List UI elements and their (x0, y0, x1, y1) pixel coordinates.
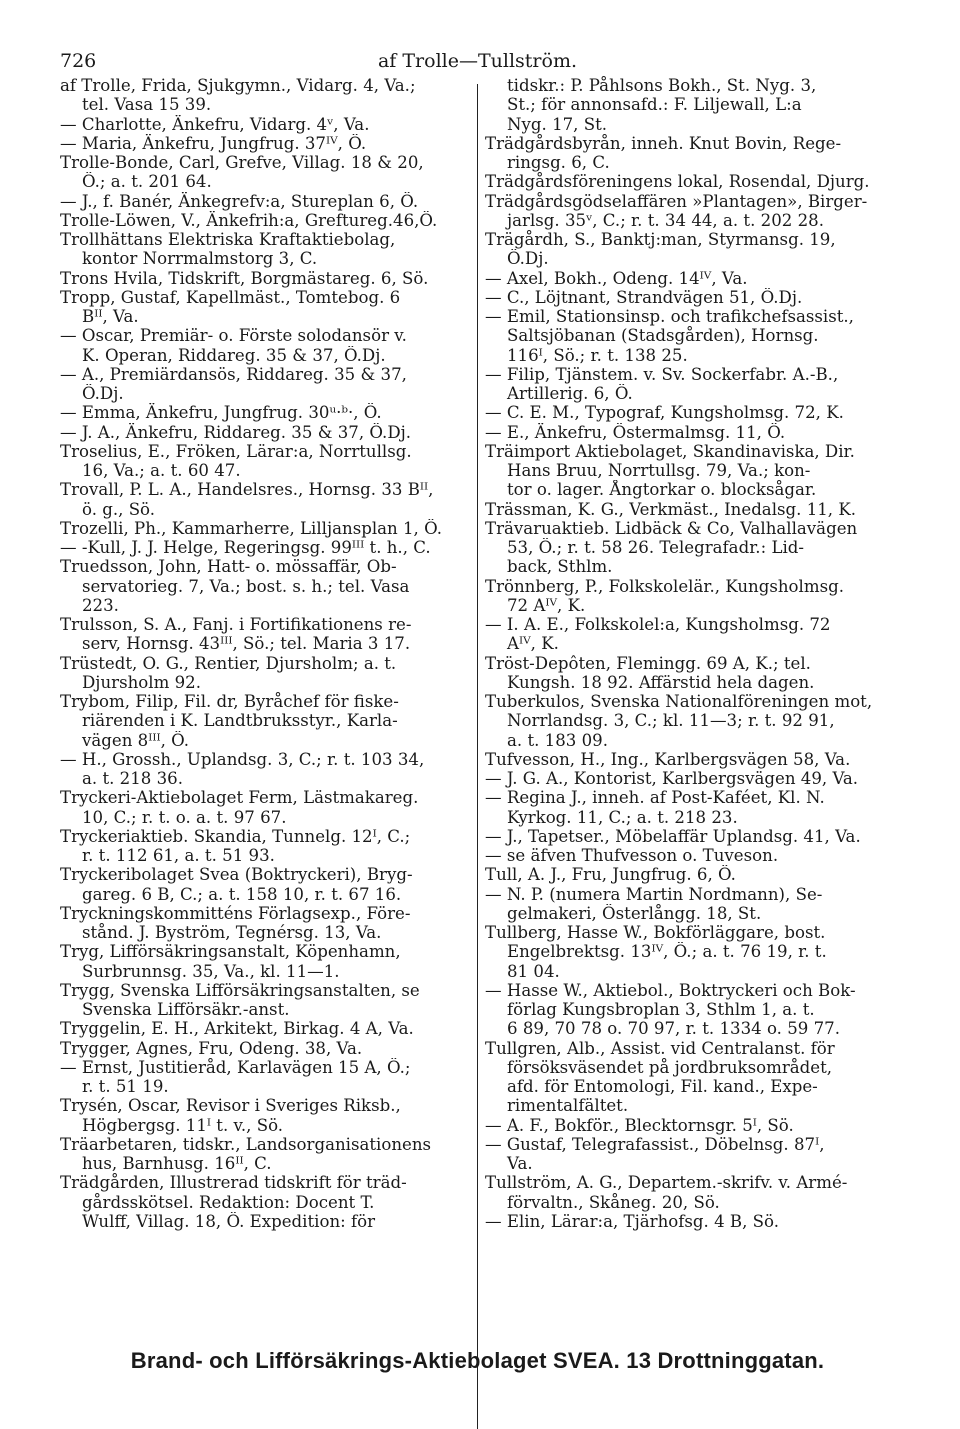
directory-line: — Hasse W., Aktiebol., Boktryckeri och Bok- (485, 980, 856, 1000)
directory-line: riärenden i K. Landtbruksstyr., Karla- (82, 711, 398, 731)
directory-line: Aᴵⱽ, K. (507, 634, 559, 654)
directory-line: Bᴵᴵ, Va. (82, 307, 139, 326)
directory-line: Tryckeriaktieb. Skandia, Tunnelg. 12ᴵ, C.; (60, 826, 411, 846)
directory-line: — se äfven Thufvesson o. Tuveson. (485, 846, 779, 865)
directory-line: Träimport Aktiebolaget, Skandinaviska, Dir. (485, 441, 855, 461)
directory-line: Trozelli, Ph., Kammarherre, Lilljansplan 1, Ö. (60, 518, 443, 538)
directory-line: kontor Norrmalmstorg 3, C. (82, 249, 318, 269)
page-header (60, 50, 895, 74)
directory-line: — J., Tapetser., Möbelaffär Uplandsg. 41, Va. (485, 826, 861, 846)
directory-line: Trysén, Oscar, Revisor i Sveriges Riksb., (60, 1096, 401, 1116)
directory-line: — Emil, Stationsinsp. och trafikchefsassist., (485, 307, 854, 326)
directory-line: tor o. lager. Ångtorkar o. blocksågar. (507, 480, 817, 500)
directory-line: Trüstedt, O. G., Rentier, Djursholm; a. t. (60, 653, 397, 673)
directory-line: 6 89, 70 78 o. 70 97, r. t. 1334 o. 59 77. (507, 1019, 840, 1039)
directory-line: Trolle-Löwen, V., Änkefrih:a, Greftureg.46,Ö. (60, 210, 438, 230)
directory-line: tel. Vasa 15 39. (82, 95, 212, 115)
directory-line: servatorieg. 7, Va.; bost. s. h.; tel. Vasa (82, 576, 410, 596)
directory-line: — Axel, Bokh., Odeng. 14ᴵⱽ, Va. (485, 268, 748, 288)
directory-line: Träarbetaren, tidskr., Landsorganisationens (60, 1134, 432, 1154)
directory-line: Trävaruaktieb. Lidbäck & Co, Valhallavägen (485, 518, 858, 538)
directory-line: förvaltn., Skåneg. 20, Sö. (507, 1192, 720, 1212)
directory-line: Trollhättans Elektriska Kraftaktiebolag, (60, 230, 396, 249)
directory-line: Surbrunnsg. 35, Va., kl. 11—1. (82, 961, 340, 981)
directory-line: ö. g., Sö. (82, 499, 156, 519)
directory-line: Tuberkulos, Svenska Nationalföreningen mot, (485, 692, 873, 711)
directory-line: försöksväsendet på jordbruksområdet, (507, 1057, 833, 1077)
directory-line: K. Operan, Riddareg. 35 & 37, Ö.Dj. (82, 345, 386, 365)
directory-line: back, Sthlm. (507, 557, 613, 577)
directory-line: Tröst-Depôten, Flemingg. 69 A, K.; tel. (485, 653, 811, 673)
directory-line: gelmakeri, Österlångg. 18, St. (507, 903, 762, 923)
directory-line: 10, C.; r. t. o. a. t. 97 67. (82, 807, 287, 827)
directory-line: Trönnberg, P., Folkskolelär., Kungsholmsg. (485, 576, 844, 596)
directory-line: Truedsson, John, Hatt- o. mössaffär, Ob- (60, 557, 397, 577)
directory-line: Svenska Lifförsäkr.-anst. (82, 1000, 290, 1019)
directory-line: r. t. 112 61, a. t. 51 93. (82, 846, 275, 865)
directory-line: Ö.Dj. (82, 384, 124, 403)
directory-line: — C. E. M., Typograf, Kungsholmsg. 72, K. (485, 403, 844, 423)
directory-line: Tryckeribolaget Svea (Boktryckeri), Bryg- (60, 865, 413, 885)
directory-line: Va. (507, 1154, 533, 1173)
directory-line: 81 04. (507, 961, 560, 981)
directory-line: serv, Hornsg. 43ᴵᴵᴵ, Sö.; tel. Maria 3 17. (82, 634, 411, 654)
directory-line: Trygg, Svenska Lifförsäkringsanstalten, se (60, 980, 420, 1000)
directory-line: hus, Barnhusg. 16ᴵᴵ, C. (82, 1154, 272, 1173)
directory-line: — Oscar, Premiär- o. Förste solodansör v. (60, 326, 407, 346)
directory-line: — J. G. A., Kontorist, Karlbergsvägen 49, Va. (485, 769, 859, 788)
directory-line: — J. A., Änkefru, Riddareg. 35 & 37, Ö.Dj. (60, 422, 412, 442)
directory-line: Kyrkog. 11, C.; a. t. 218 23. (507, 807, 738, 827)
directory-line: Troselius, E., Fröken, Lärar:a, Norrtullsg. (60, 441, 412, 461)
directory-line: 72 Aᴵⱽ, K. (507, 595, 586, 615)
directory-line: a. t. 218 36. (82, 769, 183, 788)
directory-line: — A., Premiärdansös, Riddareg. 35 & 37, (60, 364, 407, 384)
directory-line: — Regina J., inneh. af Post-Kaféet, Kl. N. (485, 788, 825, 808)
directory-line: Trons Hvila, Tidskrift, Borgmästareg. 6, Sö. (60, 268, 429, 288)
directory-line: Tryggelin, E. H., Arkitekt, Birkag. 4 A, Va. (60, 1019, 414, 1039)
directory-line: gårdsskötsel. Redaktion: Docent T. (82, 1192, 375, 1212)
directory-line: Tullberg, Hasse W., Bokförläggare, bost. (485, 923, 826, 942)
directory-line: — I. A. E., Folkskolel:a, Kungsholmsg. 72 (485, 615, 831, 634)
directory-line: Nyg. 17, St. (507, 114, 608, 134)
left-column (60, 76, 478, 1231)
directory-line: Norrlandsg. 3, C.; kl. 11—3; r. t. 92 91, (507, 711, 835, 731)
directory-line: 53, Ö.; r. t. 58 26. Telegrafadr.: Lid- (507, 538, 804, 557)
directory-line: vägen 8ᴵᴵᴵ, Ö. (82, 730, 190, 750)
directory-line: — Gustaf, Telegrafassist., Döbelnsg. 87ᴵ, (485, 1134, 825, 1154)
directory-line: Trägårdh, S., Banktj:man, Styrmansg. 19, (485, 230, 836, 249)
directory-line: Ö.Dj. (507, 249, 549, 269)
directory-line: r. t. 51 19. (82, 1077, 169, 1096)
directory-line: Högbergsg. 11ᴵ t. v., Sö. (82, 1115, 284, 1135)
directory-line: Trädgårdsbyrån, inneh. Knut Bovin, Rege- (485, 133, 842, 153)
directory-line: — Maria, Änkefru, Jungfrug. 37ᴵⱽ, Ö. (60, 133, 367, 153)
directory-line: 16, Va.; a. t. 60 47. (82, 461, 241, 480)
directory-line: Trovall, P. L. A., Handelsres., Hornsg. 33 Bᴵᴵ, (60, 480, 434, 500)
right-column (485, 76, 905, 1231)
directory-line: — E., Änkefru, Östermalmsg. 11, Ö. (485, 422, 786, 442)
directory-line: Trässman, K. G., Verkmäst., Inedalsg. 11, K. (485, 499, 857, 519)
directory-line: — N. P. (numera Martin Nordmann), Se- (485, 884, 823, 904)
directory-line: — Emma, Änkefru, Jungfrug. 30ᵘ·ᵇ·, Ö. (60, 403, 382, 423)
directory-line: jarlsg. 35ᵛ, C.; r. t. 34 44, a. t. 202 28. (507, 210, 824, 230)
directory-line: — Elin, Lärar:a, Tjärhofsg. 4 B, Sö. (485, 1211, 779, 1231)
directory-line: 223. (82, 595, 119, 615)
directory-line: Trulsson, S. A., Fanj. i Fortifikationens re- (60, 615, 412, 634)
directory-line: Trygger, Agnes, Fru, Odeng. 38, Va. (60, 1038, 363, 1058)
directory-line: Tullgren, Alb., Assist. vid Centralanst. för (485, 1038, 835, 1058)
directory-line: rimentalfältet. (507, 1096, 629, 1116)
directory-line: Tryckeri-Aktiebolaget Ferm, Lästmakareg. (60, 788, 419, 808)
directory-line: Djursholm 92. (82, 672, 201, 692)
directory-line: — -Kull, J. J. Helge, Regeringsg. 99ᴵᴵᴵ t. h., C. (60, 538, 431, 557)
page-number: 726 (60, 50, 97, 72)
directory-line: St.; för annonsafd.: F. Liljewall, L:a (507, 95, 802, 115)
directory-line: Trybom, Filip, Fil. dr, Byråchef för fiske- (60, 692, 399, 711)
directory-line: — C., Löjtnant, Strandvägen 51, Ö.Dj. (485, 287, 803, 307)
directory-line: — Charlotte, Änkefru, Vidarg. 4ᵛ, Va. (60, 114, 370, 134)
directory-line: gareg. 6 B, C.; a. t. 158 10, r. t. 67 16. (82, 884, 402, 904)
directory-line: Wulff, Villag. 18, Ö. Expedition: för (82, 1211, 376, 1231)
directory-line: Engelbrektsg. 13ᴵⱽ, Ö.; a. t. 76 19, r. t. (507, 942, 827, 962)
directory-line: — J., f. Banér, Änkegrefv:a, Stureplan 6, Ö. (60, 191, 419, 211)
directory-line: afd. för Entomologi, Fil. kand., Expe- (507, 1077, 818, 1096)
directory-line: Hans Bruu, Norrtullsg. 79, Va.; kon- (507, 461, 811, 480)
directory-line: Trädgårdsföreningens lokal, Rosendal, Djurg. (485, 172, 870, 192)
footer-advertisement: Brand- och Lifförsäkrings-Aktiebolaget SVEA. 13 Drottninggatan. (130, 1348, 825, 1373)
running-head: af Trolle—Tullström. (377, 50, 578, 72)
directory-line: — H., Grossh., Uplandsg. 3, C.; r. t. 103 34, (60, 749, 425, 769)
directory-line: 116ᴵ, Sö.; r. t. 138 25. (507, 345, 688, 365)
directory-line: förlag Kungsbroplan 3, Sthlm 1, a. t. (507, 1000, 815, 1019)
directory-line: Saltsjöbanan (Stadsgården), Hornsg. (507, 326, 819, 346)
directory-line: — Ernst, Justitieråd, Karlavägen 15 A, Ö.; (60, 1057, 411, 1077)
directory-line: ringsg. 6, C. (507, 153, 610, 172)
directory-line: Trolle-Bonde, Carl, Grefve, Villag. 18 & 20, (60, 153, 424, 172)
directory-line: Artillerig. 6, Ö. (507, 384, 633, 403)
directory-line: Kungsh. 18 92. Affärstid hela dagen. (507, 672, 815, 692)
column-divider (477, 84, 478, 1429)
directory-line: Tullström, A. G., Departem.-skrifv. v. Armé- (485, 1173, 848, 1193)
directory-line: Tufvesson, H., Ing., Karlbergsvägen 58, Va. (485, 749, 851, 769)
directory-line: — A. F., Bokför., Blecktornsgr. 5ᴵ, Sö. (485, 1115, 794, 1135)
directory-line: Tropp, Gustaf, Kapellmäst., Tomtebog. 6 (60, 287, 401, 307)
directory-line: Tryg, Lifförsäkringsanstalt, Köpenhamn, (60, 942, 401, 962)
directory-line: stånd. J. Byström, Tegnérsg. 13, Va. (82, 923, 382, 942)
directory-line: a. t. 183 09. (507, 730, 608, 750)
directory-line: Trädgården, Illustrerad tidskrift för träd- (60, 1173, 407, 1193)
directory-line: Ö.; a. t. 201 64. (82, 172, 212, 192)
directory-line: Tryckningskommitténs Förlagsexp., Före- (60, 903, 411, 923)
directory-line: af Trolle, Frida, Sjukgymn., Vidarg. 4, Va.; (60, 76, 416, 95)
directory-line: Tull, A. J., Fru, Jungfrug. 6, Ö. (485, 865, 736, 885)
directory-line: Trädgårdsgödselaffären »Plantagen», Birger- (485, 191, 868, 211)
directory-line: tidskr.: P. Påhlsons Bokh., St. Nyg. 3, (507, 76, 817, 95)
directory-line: — Filip, Tjänstem. v. Sv. Sockerfabr. A.-B., (485, 364, 839, 384)
